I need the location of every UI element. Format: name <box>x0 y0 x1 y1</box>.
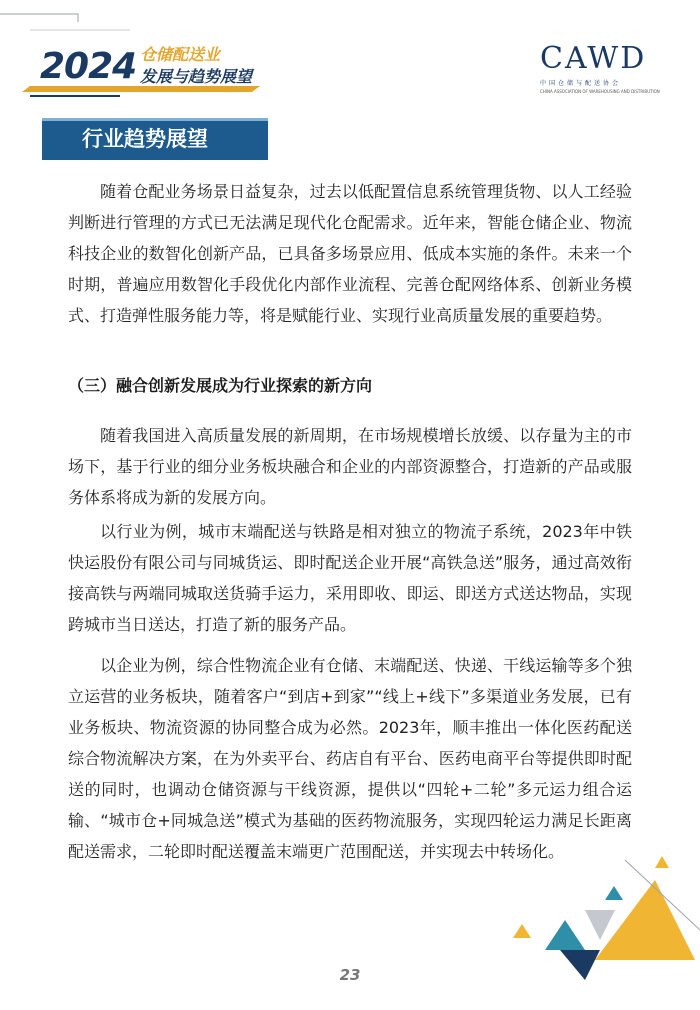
intro-paragraph: 随着仓配业务场景日益复杂，过去以低配置信息系统管理货物、以人工经验判断进行管理的方式已无法满足现代化仓配需求。近年来，智能仓储企业、物流科技企业的数智化创新产品，已具备多场景应用、低成本实施的条件。未来一个时期，普遍应用数智化手段优化内部作业流程、完善仓配网络体系、创新业务模式、打造弹性服务能力等，将是赋能行业、实现行业高质量发展的重要趋势。 <box>68 182 632 325</box>
banner-stripe <box>42 118 268 121</box>
header-title-line2: 发展与趋势展望 <box>140 67 253 86</box>
deco-triangle-gold-top <box>655 856 669 868</box>
paragraph-3-block <box>68 650 632 867</box>
header-title-line1: 仓储配送业 <box>140 45 221 64</box>
intro-block <box>68 176 632 331</box>
paragraph-2-block <box>68 516 632 640</box>
logo-text: CAWD <box>540 41 647 76</box>
sub-heading: （三）融合创新发展成为行业探索的新方向 <box>68 376 373 395</box>
logo-cn: 中国仓储与配送协会 <box>540 80 622 87</box>
header-year: 2024 <box>40 46 137 87</box>
paragraph-1: 随着我国进入高质量发展的新周期，在市场规模增长放缓、以存量为主的市场下，基于行业的细分业务板块融合和企业的内部资源整合，打造新的产品或服务体系将成为新的发展方向。 <box>68 426 632 507</box>
deco-triangle-teal <box>545 920 585 950</box>
deco-triangle-gray <box>585 910 615 940</box>
page-header <box>0 0 700 100</box>
paragraph-1-block <box>68 420 632 513</box>
paragraph-2: 以行业为例，城市末端配送与铁路是相对独立的物流子系统，2023年中铁快运股份有限公司与同城货运、即时配送企业开展“高铁急送”服务，通过高效衔接高铁与两端同城取送货骑手运力，采用即收、即运、即送方式送达物品，实现跨城市当日送达，打造了新的服务产品。 <box>68 522 632 634</box>
section-title: 行业趋势展望 <box>82 127 208 151</box>
cawd-logo <box>540 41 665 94</box>
triangle-decoration <box>505 850 700 980</box>
section-title-banner <box>42 118 268 160</box>
page-number: 23 <box>339 966 361 984</box>
deco-triangle-gold-small <box>513 924 531 938</box>
paragraph-3: 以企业为例，综合性物流企业有仓储、末端配送、快递、干线运输等多个独立运营的业务板块，随着客户“到店+到家”“线上+线下”多渠道业务发展，已有业务板块、物流资源的协同整合成为必然。2023年，顺丰推出一体化医药配送综合物流解决方案，在为外卖平台、药店自有平台、医药电商平台等提供即时配送的同时，也调动仓储资源与干线资源，提供以“四轮+二轮”多元运力组合运输、“城市仓+同城急送”模式为基础的医药物流服务，实现四轮运力满足长距离配送需求，二轮即时配送覆盖末端更广范围配送，并实现去中转场化。 <box>68 656 632 861</box>
logo-en: CHINA ASSOCIATION OF WAREHOUSING AND DISTRIBUTION <box>540 89 660 94</box>
deco-triangle-teal-small <box>605 886 623 900</box>
